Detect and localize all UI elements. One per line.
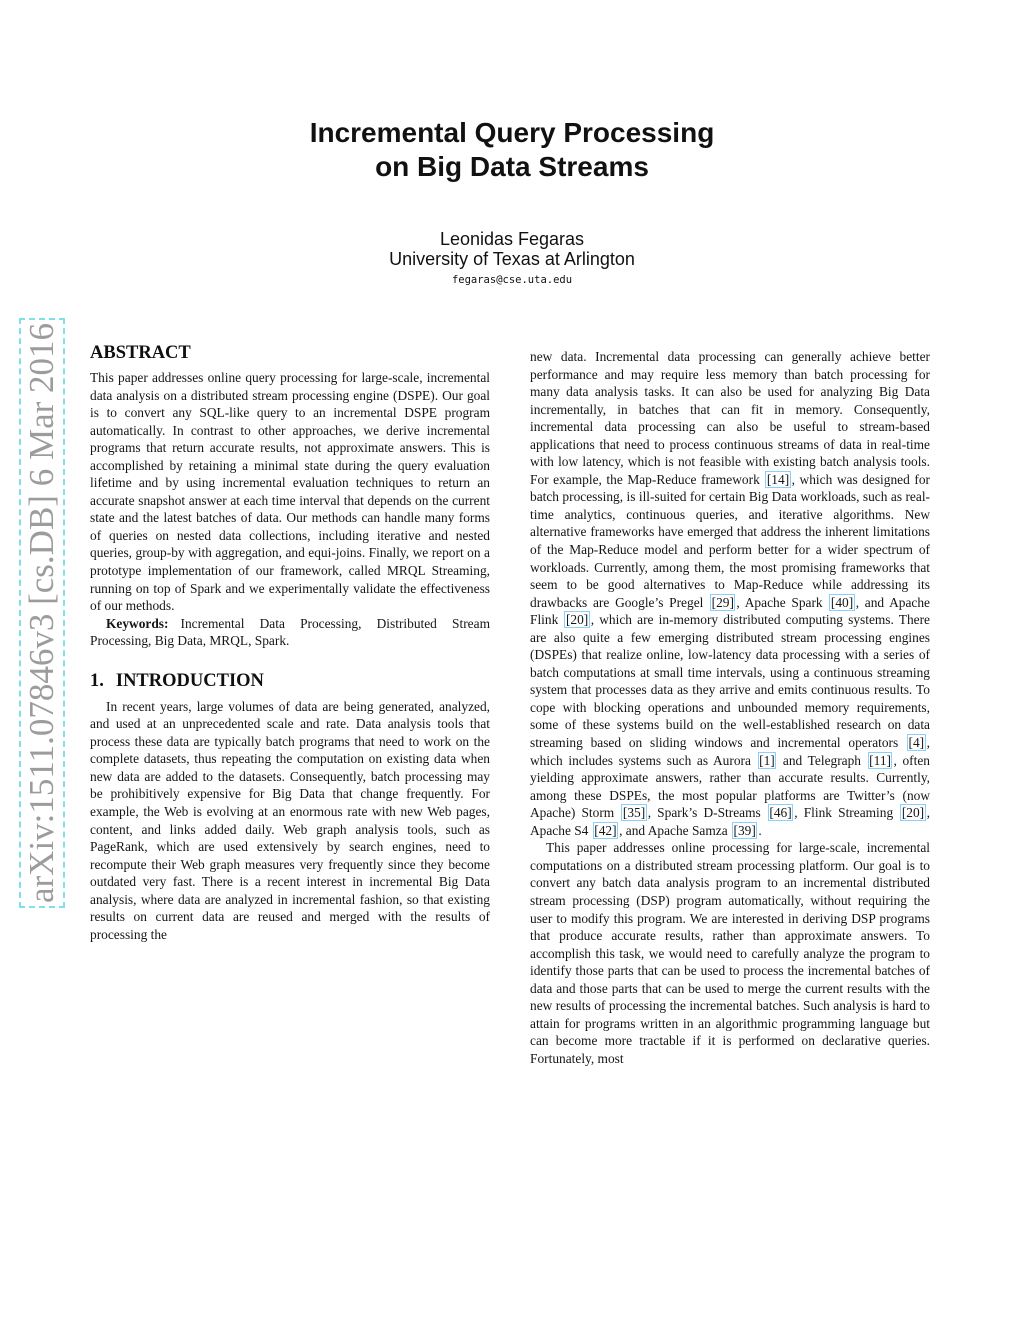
citation-link[interactable]: [14] [766, 471, 790, 487]
title-line-1: Incremental Query Processing [309, 117, 715, 148]
citation-link[interactable]: [20] [901, 805, 925, 821]
citation-link[interactable]: [29] [711, 594, 734, 610]
title-line-2: on Big Data Streams [375, 151, 649, 182]
text-run: , which was designed for batch processing, is ill-suited for certain Big Data workloads, such as real-time analytics, continuous queries, and iterative algorithms. New alternative frameworks have emerged that address the inherent limitations of the Map-Reduce model and perform better for a wider spectrum of workloads. Currently, among them, the most promising frameworks that seem to be good alternatives to Map-Reduce while addressing its drawbacks are Google’s Pregel [530, 471, 930, 610]
citation-link[interactable]: [35] [622, 805, 646, 821]
right-column [530, 348, 930, 1067]
section-number: 1. [90, 670, 104, 691]
intro-paragraph-1: In recent years, large volumes of data are being generated, analyzed, and used at an unprecedented scale and rate. Data analysis tools that process these data are typically batch programs that need to work on the complete datasets, thus repeating the computation on existing data when new data are added to the datasets. Consequently, batch processing may be prohibitively expensive for Big Data that change frequently. For example, the Web is evolving at an enormous rate with new Web pages, content, and links added daily. Web graph analysis tools, such as PageRank, which are used extensively by search engines, need to recompute their Web graph measures very frequently since they become outdated very fast. There is a recent interest in incremental Big Data analysis, where data are analyzed in incremental fashion, so that existing results on current data are reused and merged with the results of processing the [90, 698, 490, 942]
keywords-label: Keywords: [106, 615, 169, 631]
citation-link[interactable]: [11] [869, 752, 891, 768]
citation-link[interactable]: [46] [769, 805, 792, 821]
introduction-heading [90, 670, 490, 692]
paper-title [0, 116, 1024, 184]
author-block [0, 229, 1024, 288]
text-run: , and Apache Flink [530, 594, 930, 628]
abstract-text: This paper addresses online query processing for large-scale, incremental data analysis on a distributed stream processing engine (DSPE). Our goal is to convert any SQL-like query to an incremental DSPE program automatically. In contrast to other approaches, we derive incremental programs that return accurate results, not approximate answers. This is accomplished by retaining a minimal state during the query evaluation lifetime and by using incremental evaluation techniques to return an accurate snapshot answer at each time interval that depends on the current state and the latest batches of data. Our methods can handle many forms of queries on nested data collections, including iterative and nested queries, group-by with aggregation, and equi-joins. Finally, we report on a prototype implementation of our framework, called MRQL Streaming, running on top of Spark and we experimentally validate the effectiveness of our methods. [90, 370, 490, 614]
text-run: . [758, 822, 762, 838]
text-run: , often yielding approximate answers, rather than accurate results. Currently, among these DSPEs, the most popular platforms are Twitter’s (now Apache) Storm [530, 752, 931, 821]
author-email[interactable]: fegaras@cse.uta.edu [451, 274, 573, 286]
text-run: , Flink Streaming [794, 805, 894, 821]
author-name: Leonidas Fegaras [439, 229, 585, 249]
citation-link[interactable]: [40] [830, 594, 854, 610]
keywords-paragraph [90, 615, 490, 650]
citation-link[interactable]: [4] [908, 735, 925, 751]
text-run: , and Apache Samza [619, 822, 728, 838]
arxiv-identifier: arXiv:1511.07846v3 [cs.DB] 6 Mar 2016 [22, 322, 61, 904]
intro-paragraph-1-continued [530, 348, 930, 839]
text-run: , Apache Spark [736, 594, 823, 610]
text-run: , which are in-memory distributed computing systems. There are also quite a few emerging distributed stream processing engines (DSPEs) that realize online, low-latency data processing with a series of batch computations at small time intervals, using a continuous streaming system that processes data as they arrive and emits continuous results. To cope with blocking operations and unbounded memory requirements, some of these systems build on the well-established research on data streaming based on sliding windows and incremental operators [530, 612, 930, 751]
section-title: INTRODUCTION [115, 670, 264, 691]
citation-link[interactable]: [39] [733, 822, 756, 838]
citation-link[interactable]: [42] [594, 822, 617, 838]
left-column [90, 342, 490, 943]
text-run: , Spark’s D-Streams [647, 805, 761, 821]
citation-link[interactable]: [20] [565, 612, 589, 628]
author-affiliation: University of Texas at Arlington [389, 249, 635, 269]
text-run: and Telegraph [782, 752, 861, 768]
arxiv-stamp[interactable] [19, 318, 65, 908]
abstract-heading: ABSTRACT [90, 343, 191, 363]
text-run: , which includes systems such as Aurora [530, 735, 930, 768]
text-run: new data. Incremental data processing can generally achieve better performance and may require less memory than batch processing for many data analysis tasks. It can also be used for analyzing Big Data incrementally, in batches that can fit in memory. Consequently, incremental data processing can also be useful to stream-based applications that need to process continuous streams of data in real-time with low latency, which is not feasible with existing batch analysis tools. For example, the Map-Reduce framework [530, 349, 930, 487]
citation-link[interactable]: [1] [759, 752, 775, 768]
keywords-text: Incremental Data Processing, Distributed Stream Processing, Big Data, MRQL, Spark. [90, 615, 490, 649]
text-run: , Apache S4 [530, 805, 930, 838]
intro-paragraph-2: This paper addresses online processing for large-scale, incremental computations on a distributed stream processing platform. Our goal is to convert any batch data analysis program to an incremental distributed stream processing (DSP) program automatically, without requiring the user to modify this program. We are interested in deriving DSP programs that produce accurate results, rather than approximate answers. To accomplish this task, we would need to carefully analyze the program to identify those parts that can be used to process the incremental batches of data and those parts that can be used to merge the current results with the new results of processing the incremental batches. Such analysis is hard to attain for programs written in an algorithmic programming language but can become more tractable if it is performed on declarative queries. Fortunately, most [530, 840, 930, 1066]
